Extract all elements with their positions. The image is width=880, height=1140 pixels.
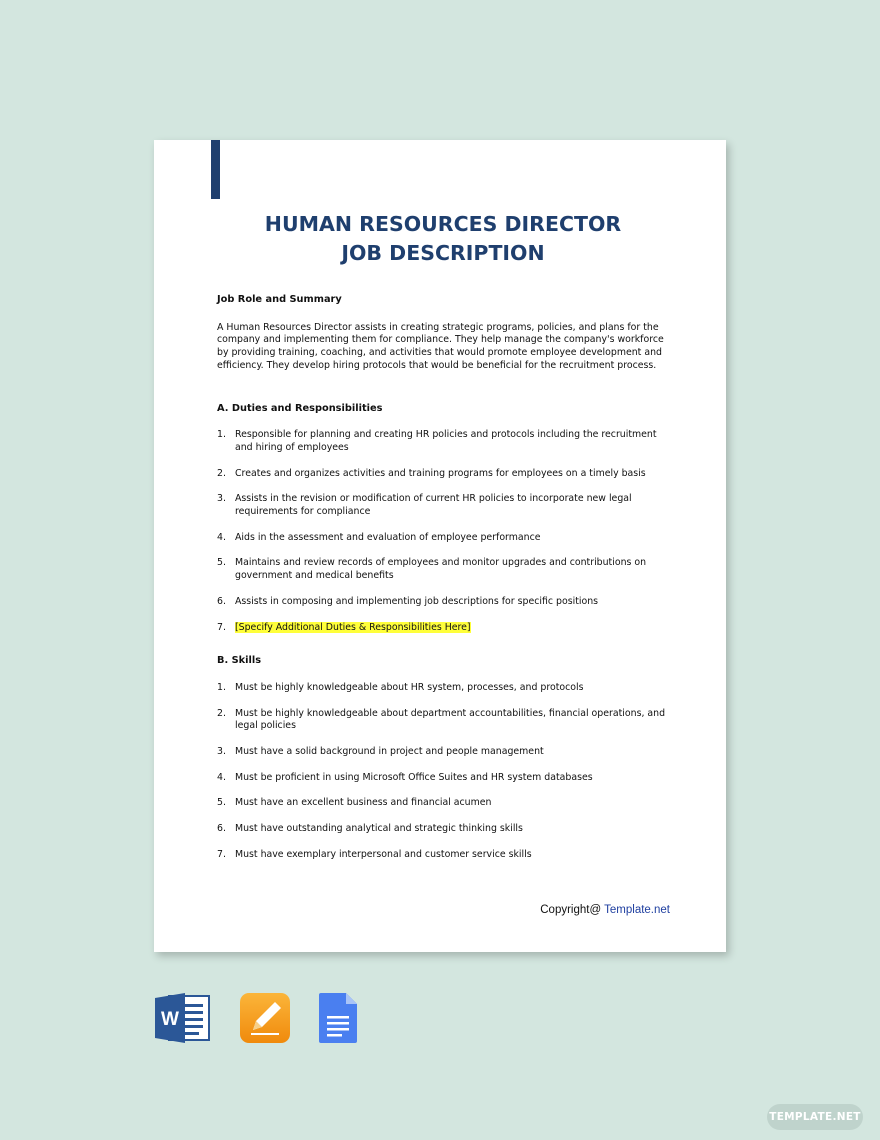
word-icon[interactable] [155,992,211,1049]
item-number: 5. [217,797,226,809]
item-number: 3. [217,493,226,505]
item-number: 4. [217,531,226,543]
pages-icon[interactable] [239,992,291,1049]
copyright-link[interactable]: Template.net [604,904,670,916]
skill-item [217,797,677,810]
skill-item [217,849,677,862]
duty-item [217,532,677,545]
svg-text:W: W [161,1009,179,1030]
duty-item [217,622,677,635]
item-text: Must have outstanding analytical and strategic thinking skills [235,823,523,835]
skill-item [217,823,677,836]
item-text: Maintains and review records of employees and monitor upgrades and contributions on government and medical benefits [235,557,647,582]
skills-heading: B. Skills [217,655,262,667]
item-text: Must be proficient in using Microsoft Office Suites and HR system databases [235,771,593,783]
item-text: Must be highly knowledgeable about HR system, processes, and protocols [235,681,584,693]
skills-list [217,682,677,862]
item-number: 5. [217,557,226,569]
duty-item [217,557,677,582]
summary-paragraph: A Human Resources Director assists in creating strategic programs, policies, and plans for the company and implementing them for compliance. They help manage the company's workforce by providing training, coaching, and activities that would promote employee development and efficiency. They develop hiring protocols that would be beneficial for the recruitment process. [217,321,664,371]
google-docs-icon[interactable] [318,992,358,1049]
accent-bar [211,140,220,199]
document-title [154,210,732,268]
item-number: 2. [217,707,226,719]
item-text: Responsible for planning and creating HR policies and protocols including the recruitment and hiring of employees [235,429,657,453]
item-text: Aids in the assessment and evaluation of employee performance [235,531,541,543]
item-text: Must have an excellent business and financial acumen [235,797,492,809]
document-page [154,140,726,952]
duty-item [217,596,677,609]
duty-item [217,468,677,481]
copyright-notice [540,904,670,916]
item-number: 1. [217,681,226,693]
item-text: Must be highly knowledgeable about department accountabilities, financial operations, and legal policies [235,707,666,732]
item-text: Must have a solid background in project and people management [235,746,544,758]
item-text: Assists in the revision or modification of current HR policies to incorporate new legal requirements for compliance [235,493,632,518]
duties-heading: A. Duties and Responsibilities [217,402,383,414]
document-body [217,294,677,875]
item-text: Creates and organizes activities and training programs for employees on a timely basis [235,467,646,479]
duty-item [217,429,677,454]
item-number: 1. [217,429,226,441]
item-number: 7. [217,848,226,860]
item-number: 4. [217,771,226,783]
skill-item [217,772,677,785]
item-text: Must have exemplary interpersonal and customer service skills [235,848,532,860]
skill-item [217,682,677,695]
title-line-1: HUMAN RESOURCES DIRECTOR [264,212,622,236]
template-net-badge[interactable]: TEMPLATE.NET [767,1104,863,1130]
skill-item [217,708,677,733]
item-number: 6. [217,823,226,835]
copyright-prefix: Copyright@ [540,904,605,916]
duty-item [217,493,677,518]
item-number: 7. [217,621,226,633]
skill-item [217,746,677,759]
item-number: 3. [217,746,226,758]
duties-list [217,429,677,634]
item-number: 6. [217,595,226,607]
item-number: 2. [217,467,226,479]
title-line-2: JOB DESCRIPTION [341,241,545,265]
placeholder-highlight: [Specify Additional Duties & Responsibilities Here] [235,621,471,633]
summary-heading: Job Role and Summary [217,294,342,305]
item-text: Assists in composing and implementing job descriptions for specific positions [235,595,599,607]
